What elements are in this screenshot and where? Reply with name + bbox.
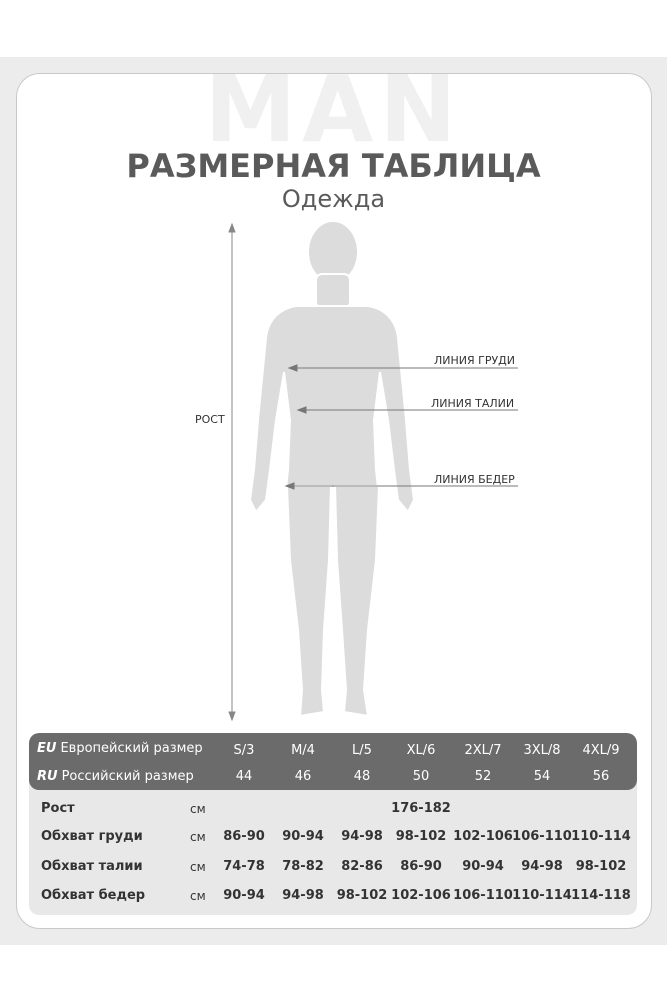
chest-value: 102-106: [453, 829, 513, 844]
height-arrow: [229, 224, 235, 720]
eu-size: S/3: [233, 743, 255, 758]
eu-row-label: [37, 742, 203, 755]
eu-label: Европейский размер: [60, 741, 203, 756]
waist-value: 98-102: [575, 859, 627, 874]
waist-line-label: ЛИНИЯ ТАЛИИ: [431, 397, 515, 410]
ru-row-label: [37, 770, 194, 783]
hips-value: 90-94: [223, 888, 265, 903]
chest-value: 106-110: [512, 829, 572, 844]
height-label: РОСТ: [195, 413, 225, 426]
waist-value: 94-98: [521, 859, 563, 874]
chest-value: 86-90: [223, 829, 265, 844]
eu-size: 3XL/8: [523, 743, 561, 758]
ru-size: 50: [412, 769, 430, 784]
chest-value: 110-114: [571, 829, 631, 844]
ru-code: RU: [37, 769, 58, 784]
hips-value: 110-114: [512, 888, 572, 903]
hips-line-label: ЛИНИЯ БЕДЕР: [434, 473, 515, 486]
hips-value: 106-110: [453, 888, 513, 903]
ru-size: 56: [592, 769, 610, 784]
chest-value: 94-98: [341, 829, 383, 844]
ru-size: 48: [353, 769, 371, 784]
eu-size: XL/6: [406, 743, 436, 758]
row-unit: см: [190, 889, 206, 903]
row-unit: см: [190, 830, 206, 844]
row-unit: см: [190, 860, 206, 874]
ru-label: Российский размер: [61, 769, 194, 784]
size-table: [29, 733, 637, 915]
ru-size: 52: [474, 769, 492, 784]
page-title: РАЗМЕРНАЯ ТАБЛИЦА: [126, 147, 541, 185]
waist-value: 82-86: [341, 859, 383, 874]
hips-value: 94-98: [282, 888, 324, 903]
hips-value: 114-118: [571, 888, 631, 903]
waist-value: 74-78: [223, 859, 265, 874]
height-range: 176-182: [391, 801, 451, 816]
eu-size: L/5: [352, 743, 372, 758]
ru-size: 46: [294, 769, 312, 784]
chest-value: 98-102: [395, 829, 447, 844]
chest-line-label: ЛИНИЯ ГРУДИ: [434, 354, 516, 367]
watermark: MAN: [204, 56, 463, 163]
eu-size: 2XL/7: [464, 743, 502, 758]
ru-size: 44: [235, 769, 253, 784]
page-subtitle: Одежда: [281, 185, 386, 213]
row-label-chest: Обхват груди: [41, 829, 143, 844]
waist-value: 78-82: [282, 859, 324, 874]
hips-value: 98-102: [336, 888, 388, 903]
eu-size: 4XL/9: [582, 743, 620, 758]
ru-size: 54: [533, 769, 551, 784]
row-label-waist: Обхват талии: [41, 859, 143, 874]
waist-value: 86-90: [400, 859, 442, 874]
row-label-hips: Обхват бедер: [41, 888, 146, 903]
eu-code: EU: [37, 741, 57, 756]
human-silhouette: [250, 221, 414, 716]
row-label-height: Рост: [41, 801, 75, 816]
eu-size: M/4: [291, 743, 315, 758]
hips-value: 102-106: [391, 888, 451, 903]
row-unit: см: [190, 802, 206, 816]
waist-value: 90-94: [462, 859, 504, 874]
chest-value: 90-94: [282, 829, 324, 844]
